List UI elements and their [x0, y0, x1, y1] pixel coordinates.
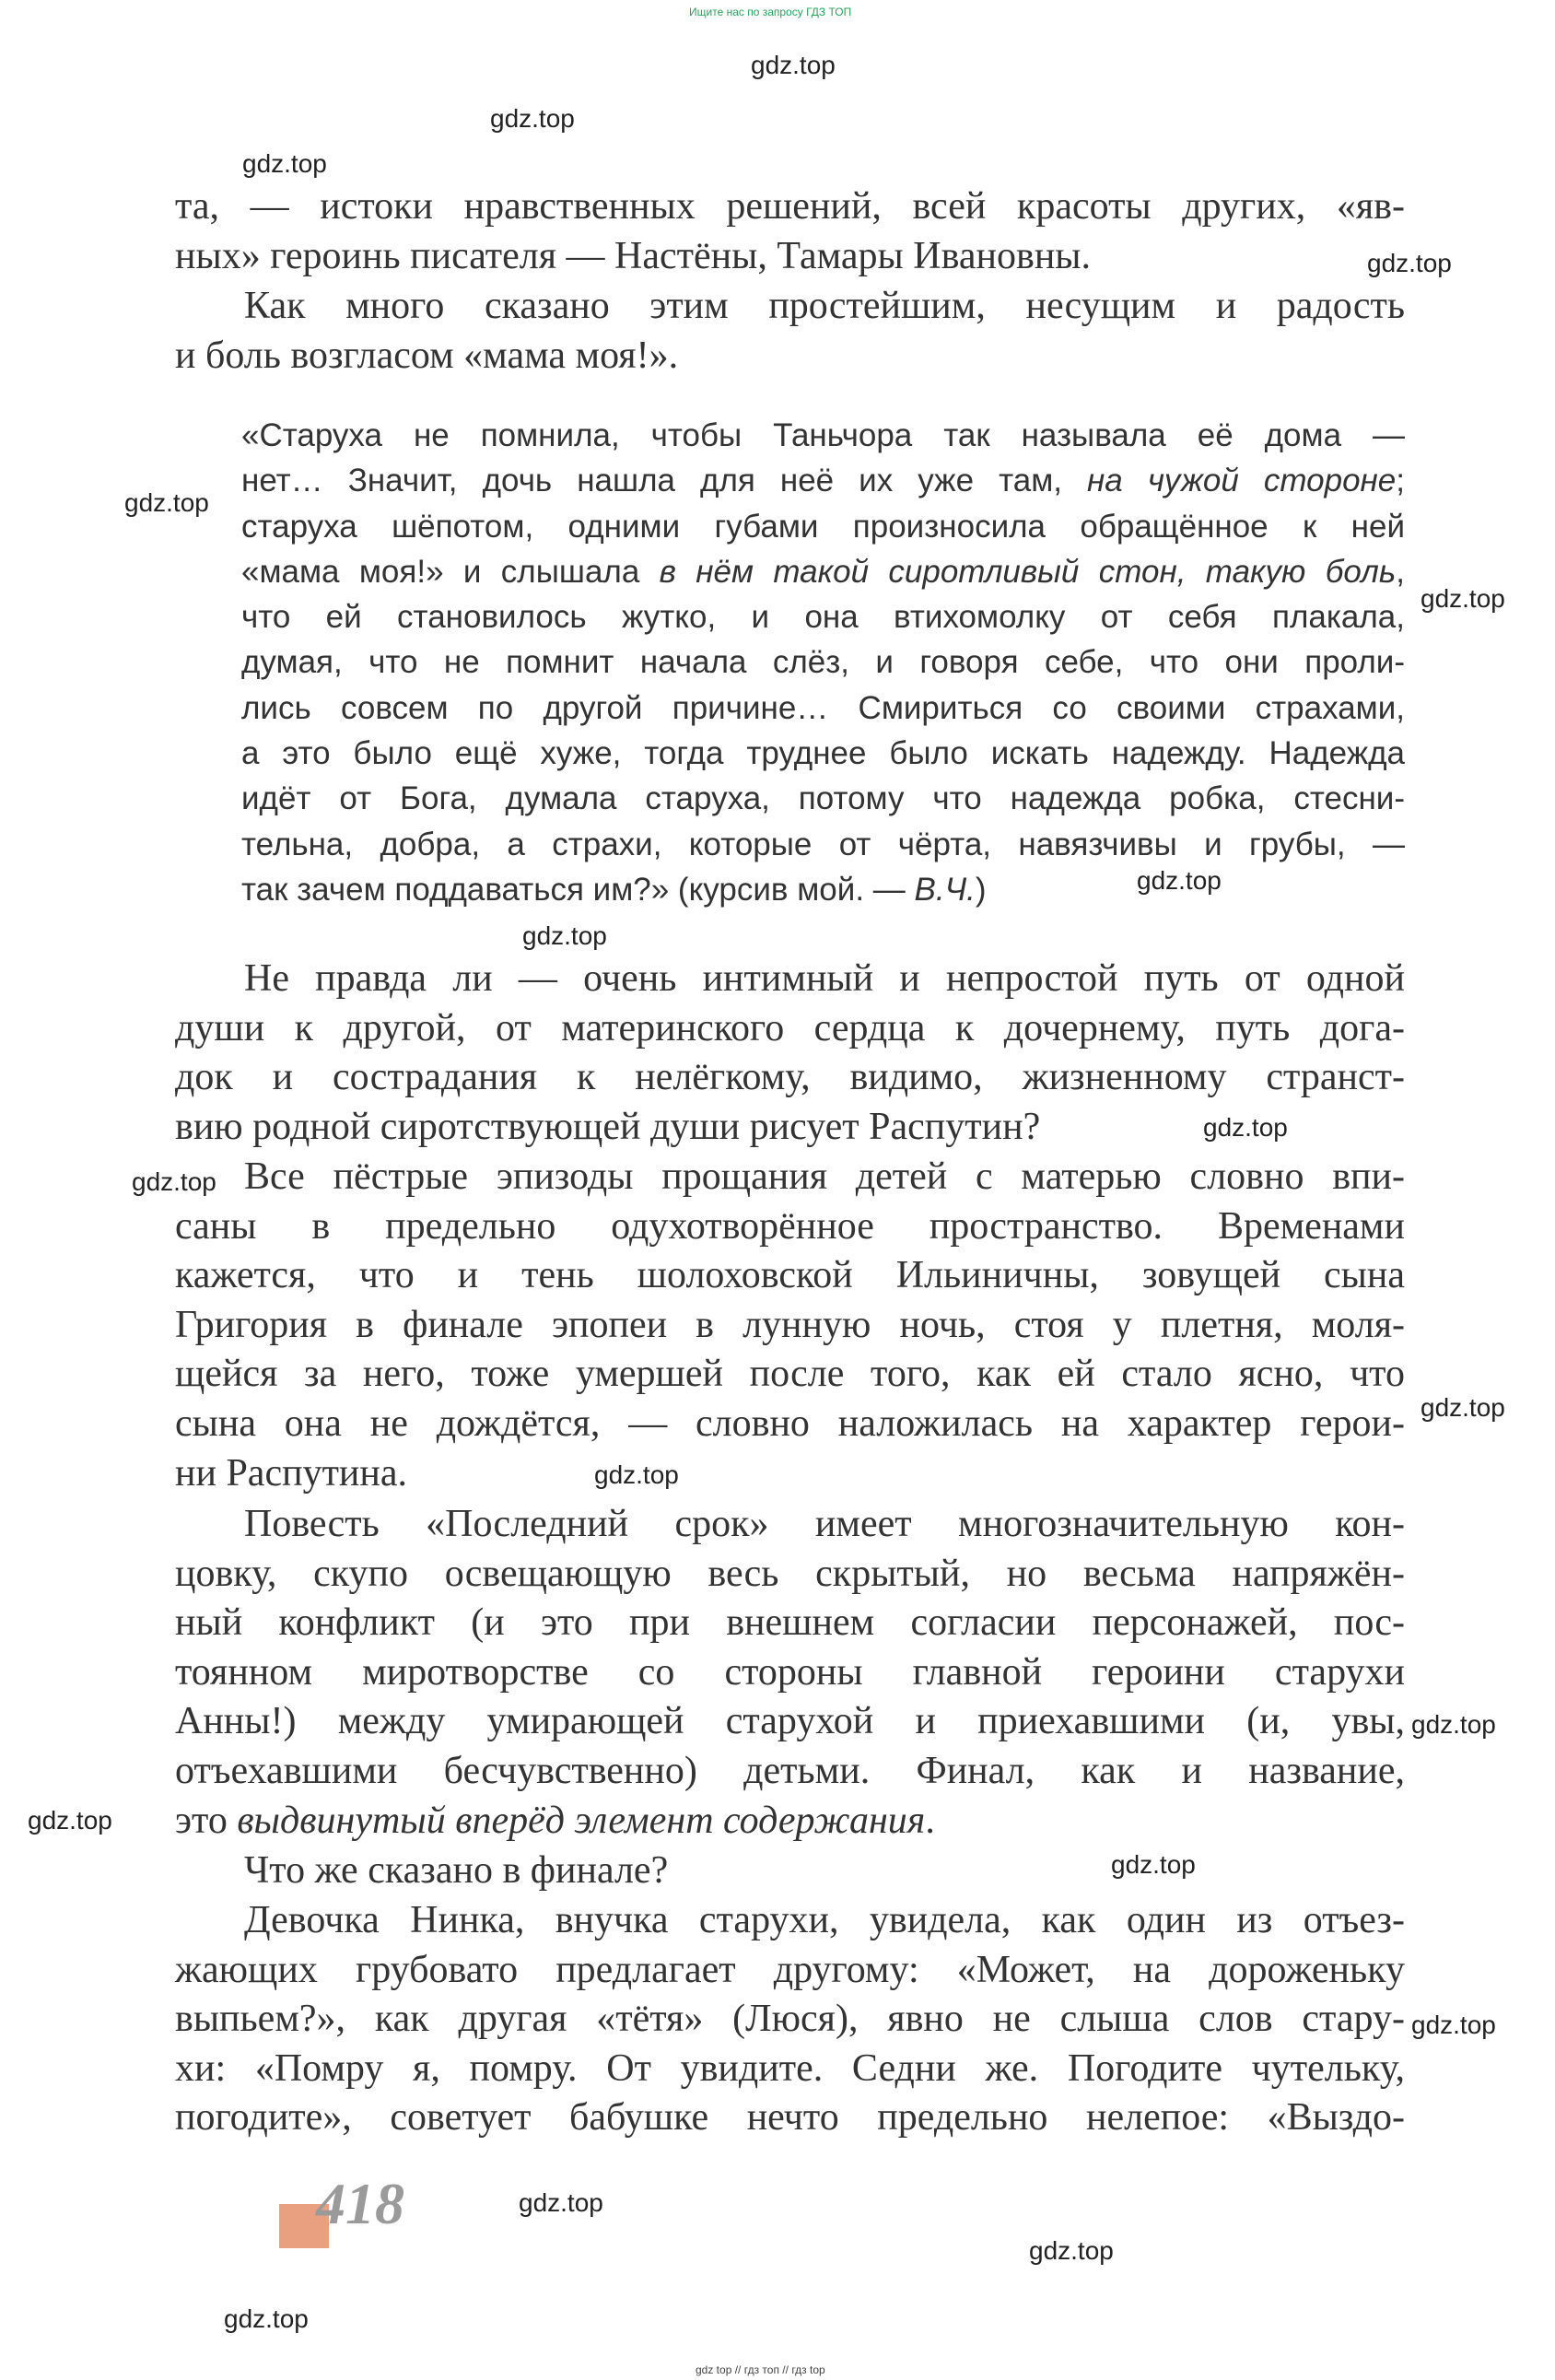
paragraph-2	[175, 282, 1405, 381]
paragraph-1	[175, 182, 1405, 281]
text-line: тоянном миротворстве со стороны главной героини старухи	[175, 1650, 1405, 1694]
text-line: души к другой, от материнского сердца к дочернему, путь дога-	[175, 1006, 1405, 1049]
top-notice: Ищите нас по запросу ГДЗ ТОП	[689, 6, 852, 18]
text-line: кажется, что и тень шолоховской Ильиничны, зовущей сына	[175, 1254, 1405, 1297]
italic-text: на чужой стороне	[1087, 463, 1397, 499]
text-line: Что же сказано в финале?	[244, 1849, 669, 1892]
text-line: цовку, скупо освещающую весь скрытый, но весьма напряжён-	[175, 1552, 1405, 1595]
text-line: док и сострадания к нелёгкому, видимо, жизненному странст-	[175, 1056, 1405, 1099]
text-line: ни Распутина.	[175, 1451, 408, 1495]
watermark: gdz.top	[751, 51, 836, 79]
footer-separator: //	[734, 2363, 742, 2376]
text-line: Девочка Нинка, внучка старухи, увидела, как один из отъез-	[244, 1899, 1405, 1941]
watermark: gdz.top	[490, 104, 575, 133]
watermark: gdz.top	[28, 1806, 112, 1835]
watermark: gdz.top	[1367, 249, 1452, 277]
quote-line: так зачем поддаваться им?» (курсив мой. — В.Ч.)	[241, 871, 987, 908]
text-line: та, — истоки нравственных решений, всей красоты других, «яв-	[175, 185, 1405, 228]
footer-link[interactable]: gdz top	[696, 2363, 732, 2376]
page-number: 418	[316, 2171, 404, 2236]
watermark: gdz.top	[1411, 1710, 1496, 1739]
text-line: погодите», советует бабушке нечто предельно нелепое: «Выздо-	[175, 2096, 1405, 2140]
quote-line: «Старуха не помнила, чтобы Таньчора так называла её дома —	[241, 417, 1405, 453]
text-line: это выдвинутый вперёд элемент содержания.	[175, 1799, 935, 1842]
quotation-block	[241, 413, 1405, 912]
footer-separator: //	[782, 2363, 789, 2376]
text-line: жающих грубовато предлагает другому: «Может, на дороженьку	[175, 1948, 1405, 1991]
watermark: gdz.top	[1421, 584, 1505, 613]
text-line: сына она не дождётся, — словно наложилась на характер герои-	[175, 1401, 1405, 1445]
quote-line: что ей становилось жутко, и она втихомолку от себя плакала,	[241, 599, 1405, 636]
quote-line: старуха шёпотом, одними губами произносила обращённое к ней	[241, 508, 1405, 545]
text-line: саны в предельно одухотворённое пространство. Временами	[175, 1204, 1405, 1248]
text-line: Григория в финале эпопеи в лунную ночь, стоя у плетня, моля-	[175, 1303, 1405, 1346]
watermark: gdz.top	[522, 921, 607, 950]
watermark: gdz.top	[1111, 1850, 1196, 1879]
quote-line: «мама моя!» и слышала в нём такой сиротливый стон, такую боль,	[241, 553, 1405, 590]
italic-text: выдвинутый вперёд элемент содержания	[237, 1799, 926, 1842]
text-line: Не правда ли — очень интимный и непростой путь от одной	[244, 957, 1405, 1000]
watermark: gdz.top	[1411, 2011, 1496, 2039]
paragraph-5	[175, 1500, 1405, 1846]
paragraph-7	[175, 1896, 1405, 2143]
text-line: щейся за него, тоже умершей после того, как ей стало ясно, что	[175, 1353, 1405, 1396]
paragraph-4	[175, 1153, 1405, 1498]
quote-line: думая, что не помнит начала слёз, и говоря себе, что они проли-	[241, 644, 1405, 681]
text-line: Как много сказано этим простейшим, несущим и радость	[244, 285, 1405, 327]
watermark: gdz.top	[1421, 1393, 1505, 1422]
watermark: gdz.top	[519, 2188, 603, 2217]
footer-link[interactable]: гдз топ	[743, 2363, 779, 2376]
watermark: gdz.top	[1203, 1113, 1288, 1142]
quote-line: лись совсем по другой причине… Смириться со своими страхами,	[241, 689, 1405, 726]
italic-text: в нём такой сиротливый стон, такую боль	[659, 553, 1397, 590]
text-line: хи: «Помру я, помру. От увидите. Седни же. Погодите чутельку,	[175, 2046, 1405, 2090]
quote-line: а это было ещё хуже, тогда труднее было искать надежду. Надежда	[241, 735, 1405, 772]
watermark: gdz.top	[132, 1167, 216, 1196]
paragraph-6	[175, 1847, 1405, 1896]
footer-link[interactable]: гдз top	[791, 2363, 825, 2376]
text-line: Повесть «Последний срок» имеет многозначительную кон-	[244, 1503, 1405, 1545]
text-line: и боль возгласом «мама моя!».	[175, 334, 679, 377]
watermark: gdz.top	[594, 1460, 679, 1489]
text-line: ных» героинь писателя — Настёны, Тамары Ивановны.	[175, 234, 1092, 277]
quote-line: идёт от Бога, думала старуха, потому что надежда робка, стесни-	[241, 780, 1405, 817]
quote-line: нет… Значит, дочь нашла для неё их уже там, на чужой стороне;	[241, 463, 1406, 499]
watermark: gdz.top	[242, 149, 327, 178]
quote-line: тельна, добра, а страхи, которые от чёрта, навязчивы и грубы, —	[241, 826, 1405, 862]
text-line: отъехавшими бесчувственно) детьми. Финал, как и название,	[175, 1749, 1405, 1792]
watermark: gdz.top	[124, 488, 209, 517]
text-line: вию родной сиротствующей души рисует Распутин?	[175, 1105, 1041, 1148]
watermark: gdz.top	[1029, 2236, 1114, 2265]
text-line: Анны!) между умирающей старухой и приехавшими (и, увы,	[175, 1700, 1405, 1743]
watermark: gdz.top	[1137, 866, 1222, 895]
watermark: gdz.top	[224, 2304, 309, 2333]
text-line: выпьем?», как другая «тётя» (Люся), явно не слыша слов стару-	[175, 1998, 1405, 2041]
text-line: Все пёстрые эпизоды прощания детей с матерью словно впи-	[244, 1155, 1405, 1198]
text-line: ный конфликт (и это при внешнем согласии персонажей, пос-	[175, 1601, 1405, 1645]
italic-text: В.Ч.	[914, 871, 976, 908]
footer-links	[696, 2363, 825, 2376]
